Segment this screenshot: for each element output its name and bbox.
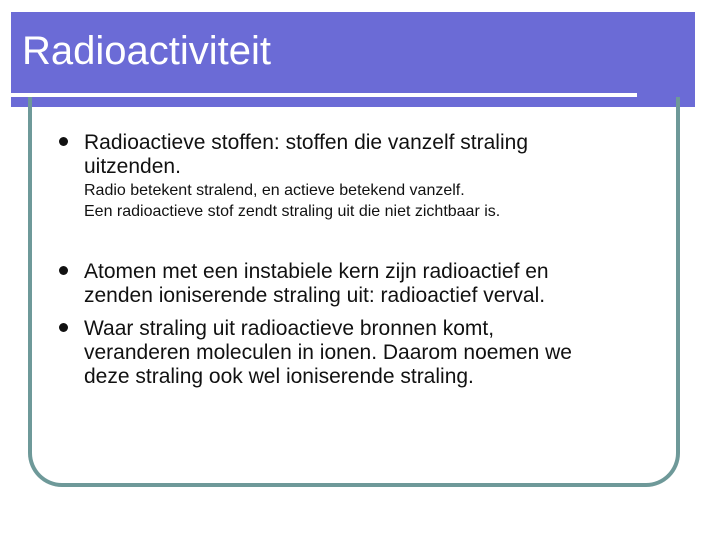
bullet-dot [59, 323, 68, 332]
bullet-3-text [84, 317, 684, 389]
bullet-1-text [84, 131, 684, 179]
bullet-1-sub-line-2: Een radioactieve stof zendt straling uit die niet zichtbaar is. [84, 203, 501, 220]
bullet-3-line-3: deze straling ook wel ioniserende straling. [84, 365, 474, 388]
bullet-2-text [84, 260, 684, 308]
bullet-1-line-1: Radioactieve stoffen: stoffen die vanzelf straling [84, 131, 528, 154]
bullet-2-line-2: zenden ioniserende straling uit: radioactief verval. [84, 284, 546, 307]
bullet-1-line-2: uitzenden. [84, 155, 181, 178]
bullet-3-line-1: Waar straling uit radioactieve bronnen komt, [84, 317, 495, 340]
bullet-1-sub-line-1: Radio betekent stralend, en actieve betekend vanzelf. [84, 182, 465, 199]
bullet-dot [59, 137, 68, 146]
bullet-1-subtext [84, 180, 684, 222]
bullet-2-line-1: Atomen met een instabiele kern zijn radioactief en [84, 260, 549, 283]
bullet-3-line-2: veranderen moleculen in ionen. Daarom noemen we [84, 341, 572, 364]
bullet-dot [59, 266, 68, 275]
slide-title: Radioactiviteit [22, 29, 272, 73]
